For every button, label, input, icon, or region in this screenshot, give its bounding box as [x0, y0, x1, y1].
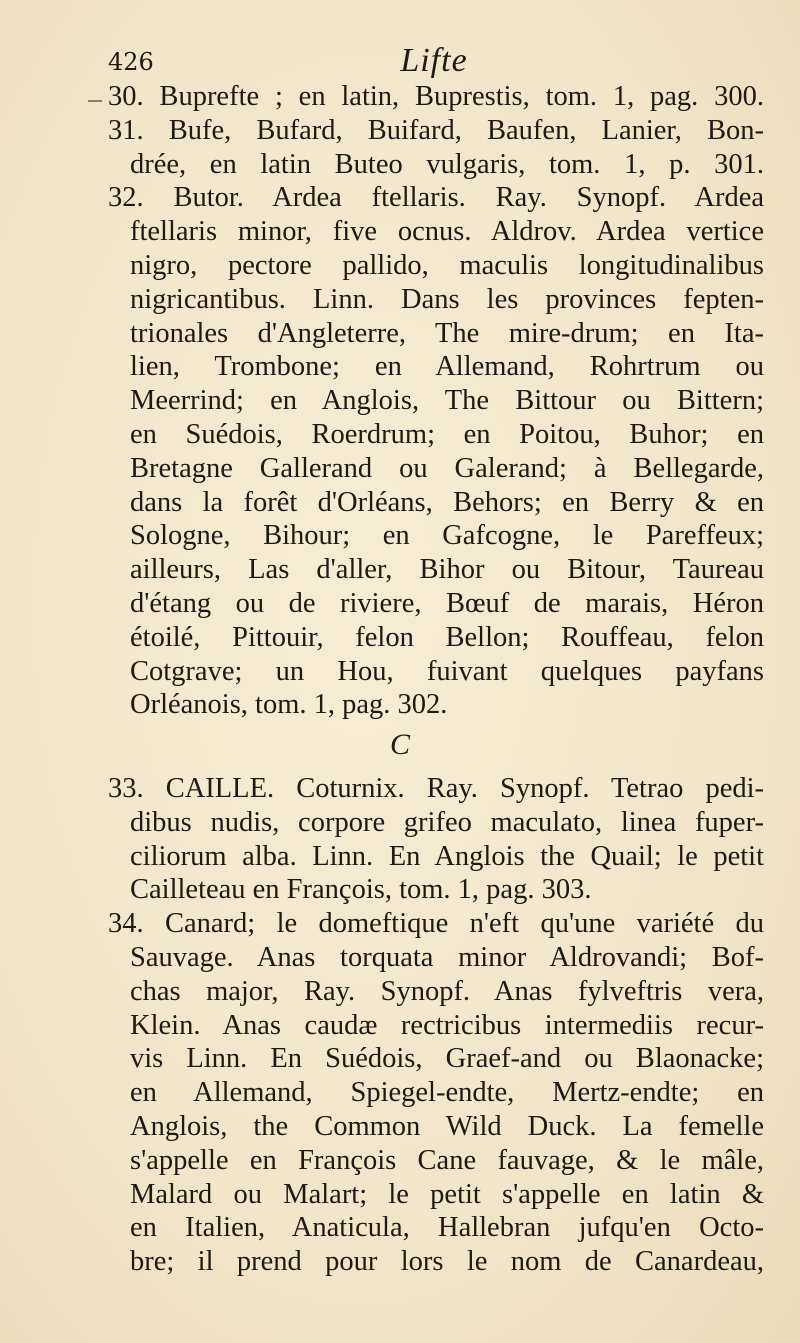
text-line: Cotgrave; un Hou, fuivant quelques payfans: [130, 655, 764, 687]
text-line: s'appelle en François Cane fauvage, & le mâle,: [130, 1144, 764, 1176]
text-line: nigro, pectore pallido, maculis longitudinalibus: [130, 249, 764, 281]
section-heading-letter: C: [389, 728, 410, 761]
text-line: en Italien, Anaticula, Hallebran jufqu'en Octo-: [130, 1212, 764, 1244]
text-line: 34. Canard; le domeftique n'eft qu'une variété du: [108, 908, 764, 940]
text-line: étoilé, Pittouir, felon Bellon; Rouffeau, felon: [130, 621, 764, 653]
text-line: en Allemand, Spiegel-endte, Mertz-endte; en: [130, 1077, 764, 1109]
text-line: drée, en latin Buteo vulgaris, tom. 1, p. 301.: [130, 148, 764, 180]
text-line: Malard ou Malart; le petit s'appelle en latin &: [130, 1178, 764, 1210]
page-number: 426: [108, 48, 154, 76]
text-line: en Suédois, Roerdrum; en Poitou, Buhor; en: [130, 418, 764, 450]
text-line: Meerrind; en Anglois, The Bittour ou Bittern;: [130, 385, 764, 417]
margin-dash: [88, 100, 102, 102]
text-line: ailleurs, Las d'aller, Bihor ou Bitour, Taureau: [130, 554, 764, 586]
text-line: vis Linn. En Suédois, Graef-and ou Blaonacke;: [130, 1043, 764, 1075]
text-line: nigricantibus. Linn. Dans les provinces fepten-: [130, 283, 764, 315]
text-line: 30. Buprefte ; en latin, Buprestis, tom. 1, pag. 300.: [108, 81, 764, 112]
text-line: d'étang ou de riviere, Bœuf de marais, Héron: [130, 587, 764, 619]
text-block-b-entries: [108, 80, 764, 722]
text-line: Orléanois, tom. 1, pag. 302.: [130, 689, 448, 721]
text-line: dibus nudis, corpore grifeo maculato, linea fuper-: [130, 806, 764, 838]
text-line: lien, Trombone; en Allemand, Rohrtrum ou: [130, 351, 764, 383]
text-line: ftellaris minor, five ocnus. Aldrov. Ardea vertice: [130, 216, 764, 248]
text-line: Bretagne Gallerand ou Galerand; à Bellegarde,: [130, 452, 764, 484]
running-title: Lifte: [400, 42, 468, 79]
text-line: chas major, Ray. Synopf. Anas fylveftris vera,: [130, 975, 764, 1007]
text-line: trionales d'Angleterre, The mire-drum; en Ita-: [130, 317, 764, 349]
text-line: Sauvage. Anas torquata minor Aldrovandi; Bof-: [130, 941, 764, 973]
text-line: Cailleteau en François, tom. 1, pag. 303.: [130, 874, 592, 906]
text-line: ciliorum alba. Linn. En Anglois the Quail; le petit: [130, 840, 764, 872]
text-block-c-entries: [108, 772, 764, 1279]
text-line: bre; il prend pour lors le nom de Canardeau,: [130, 1246, 764, 1278]
text-line: 32. Butor. Ardea ftellaris. Ray. Synopf. Ardea: [108, 182, 764, 214]
text-line: Klein. Anas caudæ rectricibus intermediis recur-: [130, 1009, 764, 1041]
text-line: dans la forêt d'Orléans, Behors; en Berry & en: [130, 486, 764, 518]
text-line: Anglois, the Common Wild Duck. La femelle: [130, 1110, 764, 1142]
text-line: 33. CAILLE. Coturnix. Ray. Synopf. Tetrao pedi-: [108, 773, 764, 804]
text-line: Sologne, Bihour; en Gafcogne, le Pareffeux;: [130, 520, 764, 552]
text-line: 31. Bufe, Bufard, Buifard, Baufen, Lanier, Bon-: [108, 114, 764, 146]
